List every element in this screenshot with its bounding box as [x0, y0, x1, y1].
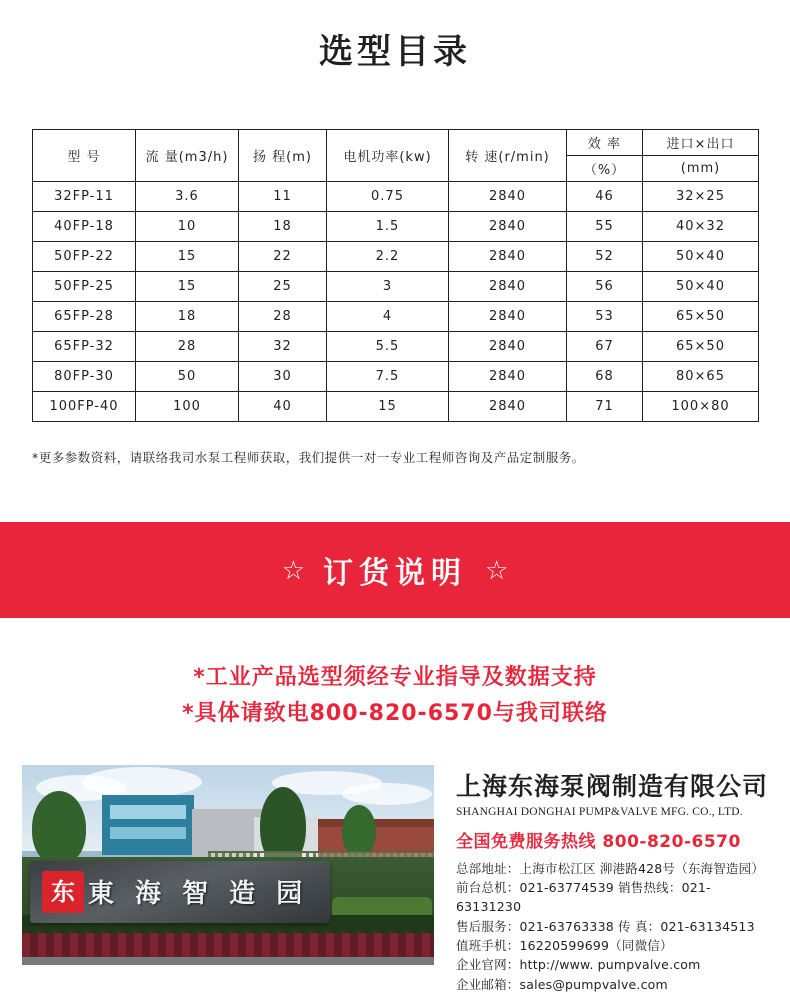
cell-inlet-outlet: 65×50 [643, 332, 759, 362]
cell-power: 0.75 [327, 182, 449, 212]
cell-power: 1.5 [327, 212, 449, 242]
company-logo-icon: 东 [42, 871, 84, 913]
spec-table [32, 129, 759, 422]
cell-flow: 28 [136, 332, 239, 362]
cell-speed: 2840 [449, 362, 567, 392]
contact-front-desk: 前台总机：021-63774539 销售热线：021-63131230 [456, 879, 711, 915]
cell-head: 18 [239, 212, 327, 242]
header-efficiency-unit: （%） [567, 156, 643, 182]
photo-building-blue [102, 795, 194, 855]
table-row [33, 332, 759, 362]
contact-after-sales: 售后服务：021-63763338 传 真：021-63134513 [456, 918, 755, 934]
cell-head: 22 [239, 242, 327, 272]
photo-road [22, 957, 434, 965]
banner-title: 订货说明 [323, 556, 467, 591]
cell-inlet-outlet: 65×50 [643, 302, 759, 332]
cell-flow: 50 [136, 362, 239, 392]
cell-head: 40 [239, 392, 327, 422]
service-hotline: 全国免费服务热线 800-820-6570 [456, 831, 741, 852]
cell-speed: 2840 [449, 332, 567, 362]
cell-power: 5.5 [327, 332, 449, 362]
cell-inlet-outlet: 80×65 [643, 362, 759, 392]
cell-model: 65FP-32 [33, 332, 136, 362]
order-instructions-banner [0, 522, 790, 618]
photo-cloud [342, 783, 432, 805]
cell-inlet-outlet: 32×25 [643, 182, 759, 212]
cell-model: 80FP-30 [33, 362, 136, 392]
cell-inlet-outlet: 100×80 [643, 392, 759, 422]
entrance-stone-text: 東 海 智 造 园 [88, 878, 309, 909]
photo-tree [32, 791, 86, 865]
contact-list [456, 852, 768, 995]
cell-power: 15 [327, 392, 449, 422]
cell-flow: 3.6 [136, 182, 239, 212]
banner-content [282, 548, 509, 592]
cell-model: 40FP-18 [33, 212, 136, 242]
cell-efficiency: 55 [567, 212, 643, 242]
cell-flow: 100 [136, 392, 239, 422]
company-info [456, 765, 768, 995]
cell-efficiency: 71 [567, 392, 643, 422]
cell-head: 28 [239, 302, 327, 332]
cell-flow: 15 [136, 242, 239, 272]
table-row [33, 212, 759, 242]
spec-table-body [33, 182, 759, 422]
company-name-cn: 上海东海泵阀制造有限公司 [456, 771, 769, 801]
table-row [33, 302, 759, 332]
cell-efficiency: 46 [567, 182, 643, 212]
cell-efficiency: 67 [567, 332, 643, 362]
cell-power: 7.5 [327, 362, 449, 392]
cell-power: 4 [327, 302, 449, 332]
cell-speed: 2840 [449, 242, 567, 272]
callout-line-1: *工业产品选型须经专业指导及数据支持 [193, 665, 597, 690]
cell-power: 3 [327, 272, 449, 302]
cell-power: 2.2 [327, 242, 449, 272]
cell-efficiency: 56 [567, 272, 643, 302]
contact-address: 总部地址：上海市松江区 泖港路428号（东海智造园） [456, 860, 765, 876]
table-row [33, 242, 759, 272]
header-efficiency: 效 率 [567, 130, 643, 156]
star-icon: ☆ [281, 555, 305, 585]
header-motor-power: 电机功率(kw) [327, 130, 449, 182]
photo-building-grey [192, 809, 262, 857]
cell-flow: 10 [136, 212, 239, 242]
cell-head: 32 [239, 332, 327, 362]
cell-efficiency: 68 [567, 362, 643, 392]
cell-model: 65FP-28 [33, 302, 136, 332]
star-icon: ☆ [485, 555, 509, 585]
cell-speed: 2840 [449, 182, 567, 212]
cell-speed: 2840 [449, 392, 567, 422]
cell-model: 50FP-25 [33, 272, 136, 302]
table-row [33, 272, 759, 302]
factory-photo [22, 765, 434, 965]
cell-inlet-outlet: 40×32 [643, 212, 759, 242]
table-footnote: *更多参数资料，请联络我司水泵工程师获取，我们提供一对一专业工程师咨询及产品定制服务。 [32, 450, 585, 465]
cell-speed: 2840 [449, 302, 567, 332]
cell-efficiency: 52 [567, 242, 643, 272]
photo-tree [342, 805, 376, 857]
photo-cloud [82, 767, 202, 797]
cell-efficiency: 53 [567, 302, 643, 332]
cell-model: 100FP-40 [33, 392, 136, 422]
callout-line-2: *具体请致电800-820-6570与我司联络 [182, 701, 608, 727]
table-row [33, 392, 759, 422]
spec-table-head [33, 130, 759, 182]
cell-speed: 2840 [449, 272, 567, 302]
cell-inlet-outlet: 50×40 [643, 242, 759, 272]
cell-flow: 18 [136, 302, 239, 332]
cell-head: 25 [239, 272, 327, 302]
header-model: 型 号 [33, 130, 136, 182]
footer [0, 733, 790, 995]
cell-head: 11 [239, 182, 327, 212]
contact-website[interactable]: 企业官网：http://www. pumpvalve.com [456, 957, 701, 973]
cell-flow: 15 [136, 272, 239, 302]
callout-section [0, 618, 790, 733]
header-flow: 流 量(m3/h) [136, 130, 239, 182]
contact-duty-mobile: 值班手机：16220599699（同微信） [456, 938, 673, 954]
header-inlet-outlet-unit: (mm) [643, 156, 759, 182]
spec-table-container [0, 77, 790, 422]
cell-inlet-outlet: 50×40 [643, 272, 759, 302]
table-row [33, 362, 759, 392]
contact-email[interactable]: 企业邮箱：sales@pumpvalve.com [456, 976, 668, 992]
cell-model: 32FP-11 [33, 182, 136, 212]
header-inlet-outlet: 进口×出口 [643, 130, 759, 156]
header-head: 扬 程(m) [239, 130, 327, 182]
company-name-en: SHANGHAI DONGHAI PUMP&VALVE MFG. CO., LTD. [456, 805, 743, 818]
page-title: 选型目录 [319, 32, 471, 72]
cell-speed: 2840 [449, 212, 567, 242]
table-row [33, 182, 759, 212]
cell-head: 30 [239, 362, 327, 392]
header-speed: 转 速(r/min) [449, 130, 567, 182]
cell-model: 50FP-22 [33, 242, 136, 272]
table-header-row [33, 130, 759, 156]
